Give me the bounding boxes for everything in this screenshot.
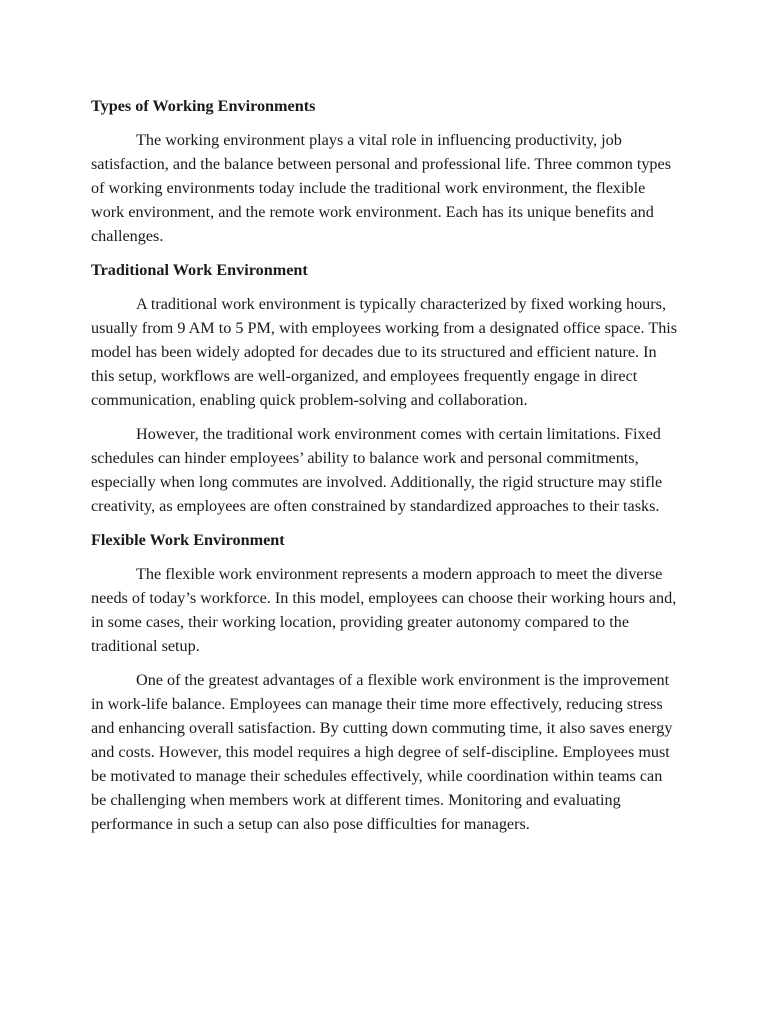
- section-heading-flexible: Flexible Work Environment: [91, 531, 285, 549]
- paragraph-traditional-2: However, the traditional work environment comes with certain limitations. Fixed schedules can hinder employees’ ability to balance work and personal commitments, especially when long commutes are involved. Additionally, the rigid structure may stifle creativity, as employees are often constrained by standardized approaches to their tasks.: [91, 425, 663, 515]
- section-heading-traditional: Traditional Work Environment: [91, 261, 308, 279]
- section-heading-types: Types of Working Environments: [91, 97, 316, 115]
- document-page: [91, 94, 681, 846]
- paragraph-flexible-2: One of the greatest advantages of a flexible work environment is the improvement in work-life balance. Employees can manage their time more effectively, reducing stress and enhancing overall satisfaction. By cutting down commuting time, it also saves energy and costs. However, this model requires a high degree of self-discipline. Employees must be motivated to manage their schedules effectively, while coordination within teams can be challenging when members work at different times. Monitoring and evaluating performance in such a setup can also pose difficulties for managers.: [91, 671, 673, 833]
- paragraph-flexible-1: The flexible work environment represents a modern approach to meet the diverse needs of today’s workforce. In this model, employees can choose their working hours and, in some cases, their working location, providing greater autonomy compared to the traditional setup.: [91, 565, 677, 655]
- paragraph-intro: The working environment plays a vital role in influencing productivity, job satisfaction, and the balance between personal and professional life. Three common types of working environments today include the traditional work environment, the flexible work environment, and the remote work environment. Each has its unique benefits and challenges.: [91, 131, 671, 245]
- paragraph-traditional-1: A traditional work environment is typically characterized by fixed working hours, usually from 9 AM to 5 PM, with employees working from a designated office space. This model has been widely adopted for decades due to its structured and efficient nature. In this setup, workflows are well-organized, and employees frequently engage in direct communication, enabling quick problem-solving and collaboration.: [91, 295, 678, 409]
